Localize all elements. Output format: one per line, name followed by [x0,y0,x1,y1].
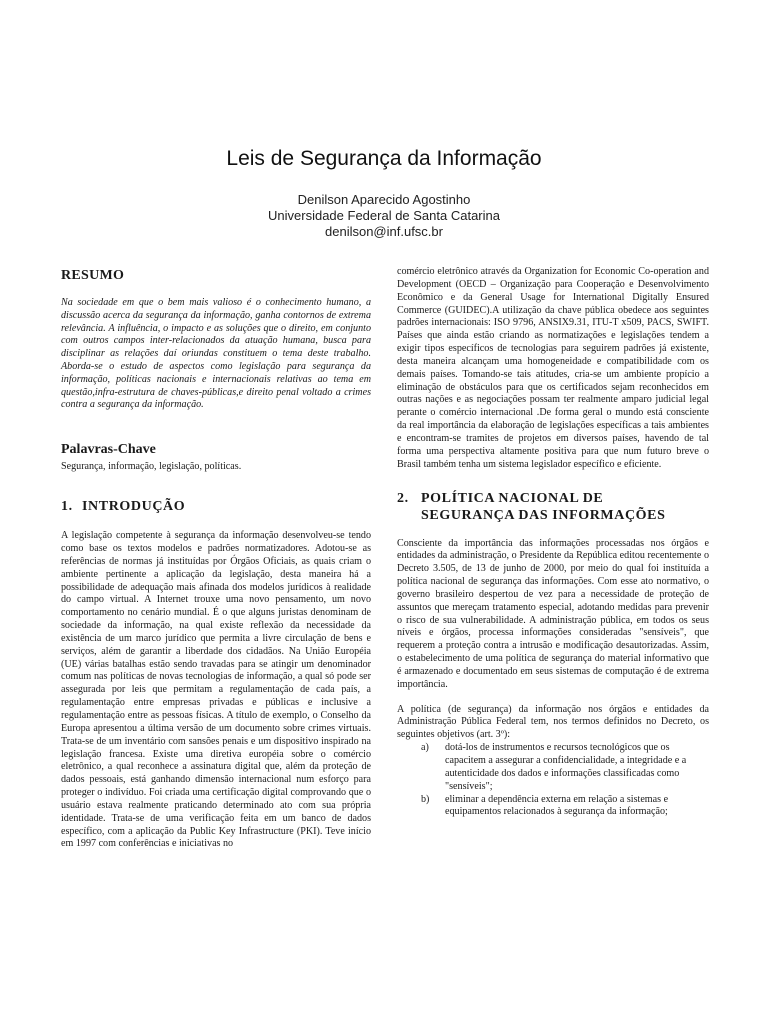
section-2-heading [397,490,709,524]
objectives-list [397,742,709,819]
list-item-marker: b) [421,793,430,805]
abstract-heading: RESUMO [61,268,125,283]
section-1-title: INTRODUÇÃO [82,499,186,515]
list-item [397,742,709,793]
section-1-paragraph: A legislação competente à segurança da informação desenvolveu-se tendo como base os textos modelos e padrões normatizadores. Adotou-se as referências de normas já instituídas por Órgãos Oficiais, as quais criam o ambiente pertinente a aplicação da legislação, desta maneira há a possibilidade de adequação mais afinada dos modelos jurídicos à realidade do campo virtual. A Internet trouxe uma novo pensamento, um novo comportamento no cenário mundial. É o que alguns juristas denominam de sociedade da informação, na qual existe reflexão da necessidade da existência de um marco jurídico que permita a livre circulação de bens e serviços, além de garantir a liberdade dos cidadãos. Na União Européia (UE) várias batalhas estão sendo travadas para se atingir um denominador comum nas políticas de novas tecnologias de informação, a qual só pode ser assegurada por leis que permitam a regulamentação de cada país, a regulamentação entre empresas privadas e públicas e inclusive a regulamentação entre as pessoas físicas. A título de exemplo, o Conselho da Europa apresentou a última versão de um documento sobre crimes virtuais. Trata-se de um inventário com sansões penais e um dispositivo inspirado na legislação francesa. Existe uma diretiva européia sobre o comércio eletrônico, a qual reconhece a assinatura digital que, além da proteção de dados pessoais, está ganhando dimensão internacional num esforço para proteger o indivíduo. Foi criada uma certificação digital comprovando que o usuário estava realmente praticando determinado ato com sua própria identidade. Trata-se de uma verificação feita em um banco de dados específico, com a aplicação da Public Key Infrastructure (PKI). Teve início em 1997 com conferências e iniciativas no [61,530,371,850]
section-2-title-line-1: POLÍTICA NACIONAL DE [421,490,604,506]
section-2-paragraph-2: A política (de segurança) da informação nos órgãos e entidades da Administração Pública Federal tem, nos termos definidos no Decreto, os seguintes objetivos (art. 3º): [397,703,709,741]
list-item-text: dotá-los de instrumentos e recursos tecnológicos que os capacitem a assegurar a confidencialidade, a integridade e a autenticidade dos dados e informações classificadas como "sensíveis"; [445,742,687,792]
section-1-number: 1. [61,499,73,515]
author-block [0,192,768,240]
section-2-title [421,490,665,524]
continuation-paragraph: comércio eletrônico através da Organization for Economic Co-operation and Development (OECD – Organização para Cooperação e Desenvolvimento Econômico e da General Usage for International Digitally Ensured Commerce (GUIDEC).A utilização da chave pública obedece aos seguintes padrões internacionais: ISO 9796, ANSIX9.31, ITU-T x509, PACS, SWIFT. Países que ainda estão criando as normatizações e legislações tendem a exigir tipos específicos de tecnologias para seguirem padrões já existente, desta maneira alcançam uma homogeneidade e compatibilidade com os demais países. Tomando-se tais atitudes, cria-se um ambiente propício a eliminação de obstáculos para que os certificados sejam reconhecidos em outras nações e as negociações possam ter realmente amparo judicial legal perante o comércio internacional .De forma geral o mundo está consciente da real importância da elaboração de legislações específicas a tais ambientes e encontram-se tramites de projetos em diversos países, havendo de tal forma uma perspectiva altamente positiva para que num futuro breve o Brasil também tenha um sistema legislador específico e eficiente. [397,266,709,470]
list-item-marker: a) [421,742,429,754]
right-column [397,266,709,819]
section-2-number: 2. [397,490,409,506]
author-email: denilson@inf.ufsc.br [325,224,443,239]
section-2-title-line-2: SEGURANÇA DAS INFORMAÇÕES [421,507,666,523]
section-1-heading [61,498,371,515]
author-name: Denilson Aparecido Agostinho [297,192,471,207]
left-column [61,268,371,851]
list-item-text: eliminar a dependência externa em relação a sistemas e equipamentos relacionados à segurança da informação; [445,793,669,818]
section-2-paragraph-1: Consciente da importância das informações processadas nos órgãos e entidades da administração, o Presidente da República editou recentemente o Decreto 3.505, de 13 de junho de 2000, por meio do qual foi instituída a política nacional de segurança das informações. Com esse ato normativo, o governo brasileiro despertou de vez para a necessidade de proteção de assuntos que mereçam tratamento especial, adotando medidas para prevenir o risco de sua vulnerabilidade. A administração pública, em todos os seus níveis e órgãos, processa informações consideradas "sensíveis", que requerem a proteção contra a intrusão e modificação desautorizadas. Assim, o estabelecimento de uma política de segurança do material informativo que é armazenado e documentado em seus sistemas de computação é de extrema importância. [397,537,709,690]
keywords-heading: Palavras-Chave [61,442,156,458]
abstract-text: Na sociedade em que o bem mais valioso é o conhecimento humano, a discussão acerca da segurança da informação, ganha contornos de extrema relevância. A influência, o impacto e as soluções que o direito, em conjunto com outros campos inter-relacionados da atuação humana, busca para disciplinar as relações daí oriundas constituem o tema deste trabalho. Aborda-se o estudo de aspectos como legislação para segurança da informação, políticas nacionais e internacionais relativas ao tema em questão,infra-estrutura de chaves-públicas,e direito penal voltado a crimes contra a segurança da informação. [61,297,371,411]
list-item [397,794,709,820]
keywords-text: Segurança, informação, legislação, políticas. [61,461,242,473]
author-affiliation: Universidade Federal de Santa Catarina [268,208,500,223]
paper-title: Leis de Segurança da Informação [226,147,542,170]
